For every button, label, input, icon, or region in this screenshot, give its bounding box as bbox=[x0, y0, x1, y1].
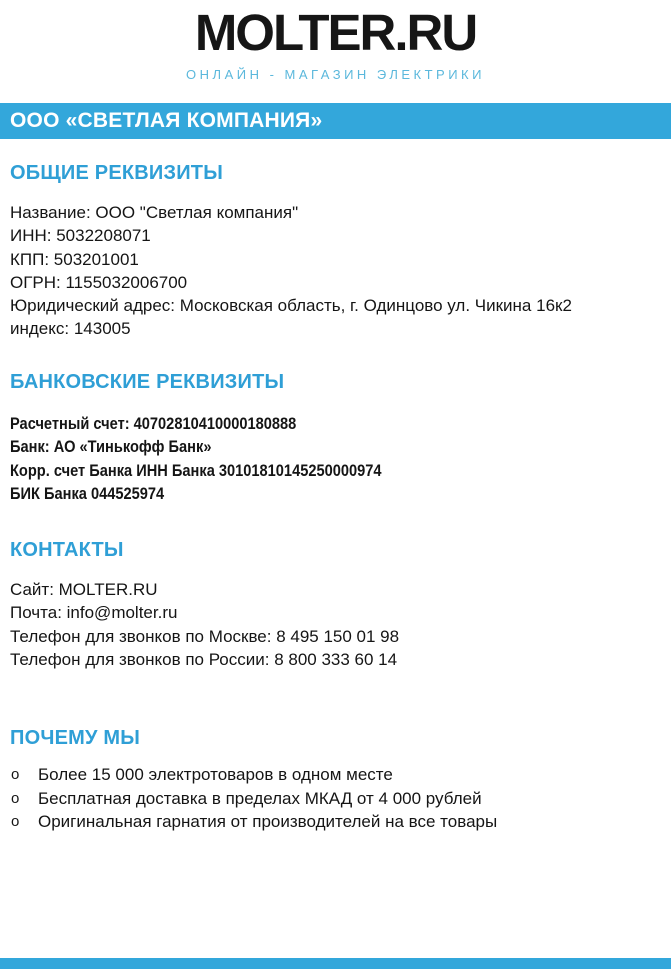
general-requisites-block bbox=[10, 201, 667, 341]
footer-bar bbox=[0, 958, 671, 969]
requisite-line-company: Название: ООО "Светлая компания" bbox=[10, 203, 299, 222]
requisite-line-bank-name: Банк: АО «Тинькофф Банк» bbox=[10, 437, 212, 457]
why-us-list bbox=[10, 763, 667, 834]
requisite-line-corr-account: Корр. счет Банка ИНН Банка 30101810145250000974 bbox=[10, 460, 382, 480]
company-name: ООО «СВЕТЛАЯ КОМПАНИЯ» bbox=[10, 109, 323, 132]
contact-line-phone-moscow: Телефон для звонков по Москве: 8 495 150 01 98 bbox=[10, 626, 400, 646]
requisite-line-inn: ИНН: 5032208071 bbox=[10, 226, 151, 246]
bullet-icon: o bbox=[11, 789, 20, 807]
contact-line-email: Почта: info@molter.ru bbox=[10, 603, 178, 623]
list-item bbox=[10, 787, 667, 811]
section-heading-contacts: КОНТАКТЫ bbox=[10, 539, 124, 561]
bullet-icon: o bbox=[11, 813, 20, 831]
requisite-line-ogrn: ОГРН: 1155032006700 bbox=[10, 272, 188, 292]
list-item-label: Более 15 000 электротоваров в одном месте bbox=[38, 765, 393, 784]
requisite-line-legal-address: Юридический адрес: Московская область, г. Одинцово ул. Чикина 16к2 bbox=[10, 296, 572, 316]
section-heading-general-requisites: ОБЩИЕ РЕКВИЗИТЫ bbox=[10, 162, 223, 184]
logo-tagline: ОНЛАЙН - МАГАЗИН ЭЛЕКТРИКИ bbox=[186, 67, 485, 82]
list-item-label: Оригинальная гарнатия от производителей на все товары bbox=[38, 812, 498, 832]
logo: MOLTER.RU bbox=[194, 4, 477, 61]
requisite-line-postal-index: индекс: 143005 bbox=[10, 319, 131, 339]
bullet-icon: o bbox=[11, 766, 20, 783]
contacts-block bbox=[10, 578, 667, 671]
requisite-line-bik: БИК Банка 044525974 bbox=[10, 483, 165, 503]
list-item-label: Бесплатная доставка в пределах МКАД от 4 000 рублей bbox=[38, 788, 482, 808]
contact-line-site: Сайт: MOLTER.RU bbox=[10, 580, 158, 599]
section-heading-why-us: ПОЧЕМУ МЫ bbox=[10, 727, 141, 749]
requisite-line-account: Расчетный счет: 40702810410000180888 bbox=[10, 414, 297, 433]
requisite-line-kpp: КПП: 503201001 bbox=[10, 249, 139, 269]
section-heading-bank-requisites: БАНКОВСКИЕ РЕКВИЗИТЫ bbox=[10, 371, 285, 393]
company-name-banner bbox=[0, 103, 671, 139]
list-item bbox=[10, 763, 667, 787]
contact-line-phone-russia: Телефон для звонков по России: 8 800 333 60 14 bbox=[10, 649, 398, 669]
bank-requisites-block bbox=[10, 412, 667, 505]
list-item bbox=[10, 810, 667, 834]
